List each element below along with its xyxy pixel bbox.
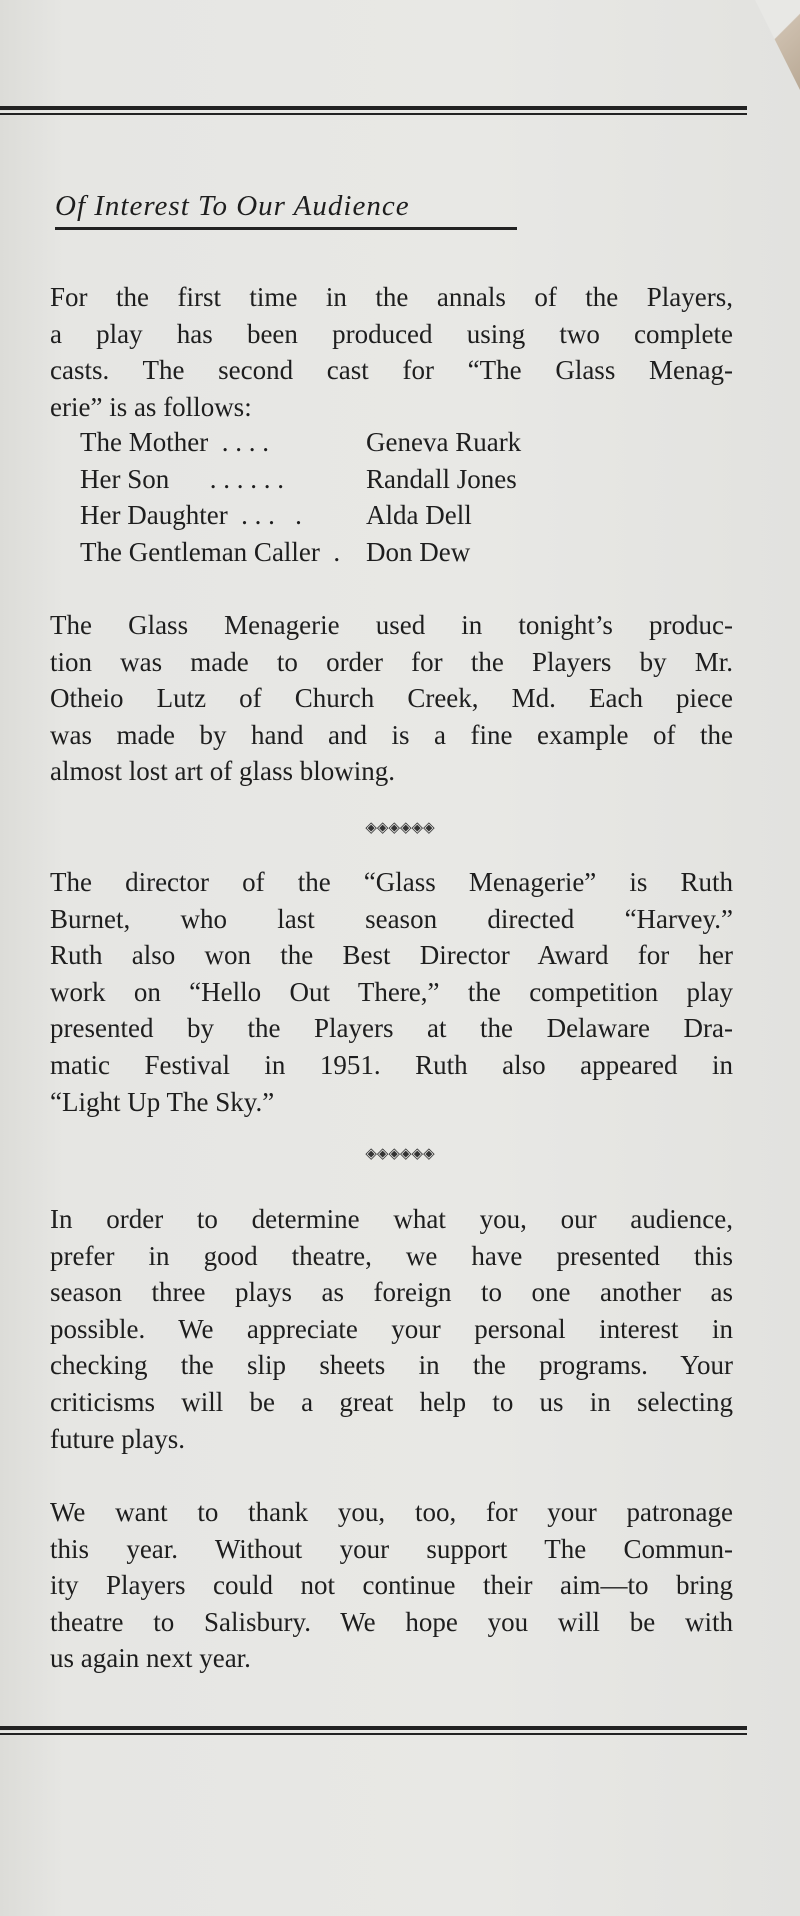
text-line: was made by hand and is a fine example of the [50, 719, 733, 750]
text-line: possible. We appreciate your personal interest in [50, 1313, 733, 1344]
cast-row [80, 534, 521, 571]
text-line: ity Players could not continue their aim—to bring [50, 1570, 733, 1601]
paragraph-glass-menagerie [50, 607, 733, 790]
cast-role: The Mother . . . . [80, 427, 269, 457]
diamond-ornament: ◈◈◈◈◈◈ [365, 820, 435, 836]
cast-role: The Gentleman Caller . [80, 536, 341, 567]
section-title: Of Interest To Our Audience [55, 190, 517, 230]
text-line: criticisms will be a great help to us in selecting [50, 1386, 733, 1417]
cast-actor: Alda Dell [366, 500, 472, 531]
paragraph-audience [50, 1201, 733, 1457]
cast-actor: Don Dew [366, 536, 471, 567]
text-line: Burnet, who last season directed “Harvey.” [50, 903, 733, 934]
text-line: a play has been produced using two complete [50, 318, 733, 349]
text-line: “Light Up The Sky.” [50, 1086, 275, 1117]
cast-actor: Geneva Ruark [366, 427, 522, 457]
bottom-rule [0, 1726, 747, 1735]
cast-row [80, 424, 521, 461]
text-line: tion was made to order for the Players by Mr. [50, 646, 733, 677]
cast-role: Her Daughter . . . . [80, 500, 302, 531]
text-line: checking the slip sheets in the programs. Your [50, 1350, 733, 1381]
top-rule [0, 106, 747, 115]
text-line: presented by the Players at the Delaware Dra- [50, 1013, 733, 1044]
text-line: work on “Hello Out There,” the competition play [50, 976, 733, 1007]
text-line: For the first time in the annals of the Players, [50, 282, 733, 312]
cast-row [80, 497, 521, 534]
text-line: theatre to Salisbury. We hope you will be with [50, 1606, 733, 1637]
text-line: Otheio Lutz of Church Creek, Md. Each piece [50, 683, 733, 714]
text-line: matic Festival in 1951. Ruth also appeared in [50, 1049, 733, 1080]
paragraph-two-casts [50, 279, 733, 425]
text-line: The Glass Menagerie used in tonight’s produc- [50, 610, 733, 640]
text-line: erie” is as follows: [50, 391, 252, 422]
cast-row [80, 461, 521, 498]
text-line: us again next year. [50, 1643, 251, 1674]
diamond-ornament: ◈◈◈◈◈◈ [365, 1146, 435, 1162]
text-line: season three plays as foreign to one another as [50, 1277, 733, 1308]
text-line: The director of the “Glass Menagerie” is Ruth [50, 867, 733, 897]
text-line: future plays. [50, 1423, 185, 1454]
cast-actor: Randall Jones [366, 463, 517, 494]
text-line: almost lost art of glass blowing. [50, 756, 395, 787]
text-line: Ruth also won the Best Director Award for her [50, 940, 733, 971]
text-line: prefer in good theatre, we have presented this [50, 1240, 733, 1271]
cast-list [80, 424, 521, 570]
text-line: casts. The second cast for “The Glass Menag- [50, 355, 733, 386]
paragraph-director [50, 864, 733, 1120]
cast-role: Her Son . . . . . . [80, 463, 284, 494]
text-line: this year. Without your support The Commun- [50, 1533, 733, 1564]
paragraph-thanks [50, 1494, 733, 1677]
text-line: We want to thank you, too, for your patronage [50, 1497, 733, 1527]
text-line: In order to determine what you, our audience, [50, 1204, 733, 1234]
